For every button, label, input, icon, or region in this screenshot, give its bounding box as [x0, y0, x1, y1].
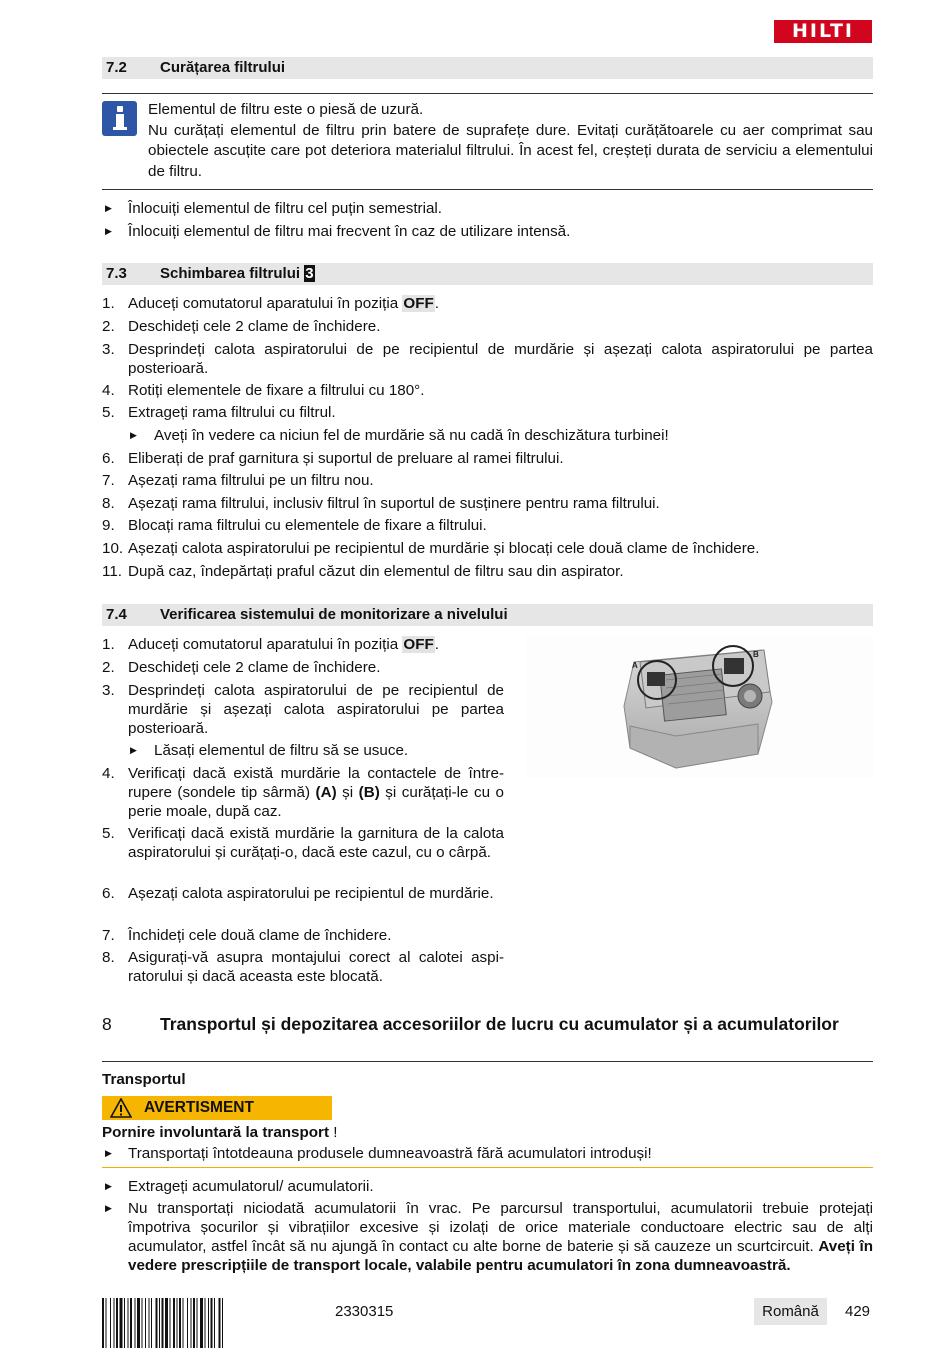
subheading: Transportul: [102, 1071, 186, 1088]
note-top-rule: [102, 93, 873, 94]
bullet-text-part: Nu transportați niciodată acumulatorii în vrac. Pe parcursul transportului, acumulatorii trebuie protejați împotriva șocurilor și vibrațiilor excesive și izolați de orice materiale conductoare electric sau de alți acumulator, astfel încât să nu ajungă în contact cu alte borne de baterie și să cauzeze un scurtcircuit.: [128, 1200, 873, 1255]
bullet-text: Transportați întotdeauna produsele dumneavoastră fără acumulatori introduși!: [128, 1145, 652, 1162]
step-text: Închideți cele două clame de închidere.: [128, 927, 392, 944]
step-number: 4.: [102, 382, 115, 399]
section-7-4-header: [102, 604, 873, 626]
step-text: Rotiți elementele de fixare a filtrului cu 180°.: [128, 382, 425, 399]
step-number: 6.: [102, 885, 115, 902]
step-number: 2.: [102, 659, 115, 676]
sub-note-text: Aveți în vedere ca niciun fel de murdărie să nu cadă în deschizătura turbinei!: [154, 427, 669, 444]
step-number: 1.: [102, 295, 115, 312]
chapter-title: Transportul și depozitarea accesoriilor de lucru cu acumulator și a acumulatorilor: [160, 1014, 839, 1034]
step-number: 1.: [102, 636, 115, 653]
step-text: Eliberați de praf garnitura și suportul de preluare al ramei filtrului.: [128, 450, 564, 467]
label-b: (B): [358, 784, 380, 801]
section-number: 7.4: [106, 606, 127, 623]
step-text: Așezați calota aspiratorului pe recipientul de murdărie.: [128, 885, 494, 902]
bullet-arrow-icon: ▶: [105, 226, 112, 236]
warning-rule: [102, 1167, 873, 1168]
warning-title-end: !: [333, 1124, 338, 1141]
step-text: După caz, îndepărtați praful căzut din elementul de filtru sau din aspirator.: [128, 563, 624, 580]
step-number: 5.: [102, 404, 115, 421]
step-text-part: și: [342, 784, 354, 801]
step-number: 8.: [102, 949, 115, 966]
bullet-text: Înlocuiți elementul de filtru cel puțin semestrial.: [128, 200, 443, 217]
label-a: (A): [315, 784, 337, 801]
warning-label: AVERTISMENT: [144, 1099, 254, 1116]
warning-title-bold: Pornire involuntară la transport: [102, 1124, 330, 1141]
section-number: 7.2: [106, 59, 127, 76]
step-number: 7.: [102, 472, 115, 489]
bullet-text: Extrageți acumulatorul/ acumulatorii.: [128, 1178, 374, 1195]
chapter-number: 8: [102, 1014, 112, 1034]
page-number: 429: [845, 1303, 871, 1320]
step-text: [128, 635, 504, 654]
figure-label-a: A: [632, 661, 638, 670]
barcode: [102, 1298, 312, 1348]
bullet-arrow-icon: ▶: [105, 1181, 112, 1191]
bullet-arrow-icon: ▶: [130, 745, 137, 755]
bullet-text: [128, 1199, 873, 1275]
bullet-arrow-icon: ▶: [130, 430, 137, 440]
off-label: OFF: [403, 295, 434, 312]
step-text: Blocați rama filtrului cu elementele de fixare a filtrului.: [128, 517, 487, 534]
step-number: 3.: [102, 682, 115, 699]
off-label: OFF: [403, 636, 434, 653]
step-number: 4.: [102, 765, 115, 782]
bullet-arrow-icon: ▶: [105, 203, 112, 213]
step-number: 3.: [102, 341, 115, 358]
step-number: 2.: [102, 318, 115, 335]
hilti-logo: HILTI: [774, 20, 872, 43]
sub-note-text: Lăsați elementul de filtru să se usuce.: [154, 742, 409, 759]
step-text: Extrageți rama filtrului cu filtrul.: [128, 404, 336, 421]
warning-banner: [102, 1096, 332, 1120]
section-7-3-header: [102, 263, 873, 285]
language-tab: Română: [754, 1298, 827, 1325]
step-number: 8.: [102, 495, 115, 512]
step-number: 5.: [102, 825, 115, 842]
section-number: 7.3: [106, 265, 127, 282]
step-text: Desprindeți calota aspiratorului de pe recipientul de murdărie și așezați calota aspiratorului pe partea posterioară.: [128, 341, 873, 377]
bullet-arrow-icon: ▶: [105, 1203, 112, 1213]
step-text: [128, 294, 873, 313]
step-number: 9.: [102, 517, 115, 534]
info-icon: [102, 101, 137, 136]
step-text-part: și curățați-le cu o perie moale, după caz.: [128, 784, 504, 820]
bullet-text: Înlocuiți elementul de filtru mai frecvent în caz de utilizare intensă.: [128, 223, 571, 240]
chapter-rule: [102, 1061, 873, 1062]
step-text-part: .: [434, 295, 440, 312]
figure-label-b: B: [753, 650, 759, 659]
step-number: 10.: [102, 540, 124, 557]
step-text-part: Aduceți comutatorul aparatului în poziția: [128, 636, 399, 653]
step-text: Asigurați-vă asupra montajului corect al calotei aspiratorului și dacă aceasta este blocată.: [128, 949, 504, 985]
step-text: Deschideți cele 2 clame de închidere.: [128, 318, 381, 335]
step-text: Așezați calota aspiratorului pe recipientul de murdărie și blocați cele două clame de închidere.: [128, 540, 760, 557]
step-text: Desprindeți calota aspiratorului de pe recipientul de murdărie și așezați calota aspiratorului pe partea posterioară.: [128, 682, 504, 737]
bullet-text-bold: Aveți în vedere prescripțiile de transport locale, valabile pentru acumulatori în zona dumneavoastră.: [128, 1238, 873, 1274]
section-7-2-header: [102, 57, 873, 79]
step-text: Așezați rama filtrului, inclusiv filtrul în suportul de susținere pentru rama filtrului.: [128, 495, 660, 512]
step-text-part: Verificați dacă există murdărie la contactele de întrerupere (sondele tip sârmă): [128, 765, 504, 801]
bullet-arrow-icon: ▶: [105, 1148, 112, 1158]
step-text: Așezați rama filtrului pe un filtru nou.: [128, 472, 374, 489]
warning-title: [102, 1123, 337, 1142]
section-title-text: Schimbarea filtrului: [160, 265, 301, 282]
step-number: 11.: [102, 563, 122, 580]
section-title: Verificarea sistemului de monitorizare a nivelului: [160, 606, 508, 623]
note-text: Elementul de filtru este o piesă de uzură. Nu curățați elementul de filtru prin batere de suprafețe dure. Evitați curățătoarele cu aer comprimat sau obiectele ascuțite care pot deteriora materialul filtrului. În acest fel, creșteți durata de serviciu a elementului de filtru.: [148, 101, 873, 180]
note-bottom-rule: [102, 189, 873, 190]
step-text-part: Aduceți comutatorul aparatului în poziția: [128, 295, 399, 312]
step-text-part: .: [434, 636, 440, 653]
step-number: 7.: [102, 927, 115, 944]
step-text: Deschideți cele 2 clame de închidere.: [128, 659, 381, 676]
figure-reference: 3: [305, 265, 314, 282]
vacuum-head-diagram: [526, 636, 873, 778]
warning-triangle-icon: [110, 1098, 132, 1118]
section-title: [160, 263, 315, 285]
step-number: 6.: [102, 450, 115, 467]
step-text: [128, 764, 504, 821]
document-number: 2330315: [335, 1303, 394, 1320]
step-text: Verificați dacă există murdărie la garnitura de la calota aspiratorului și curățați-o, dacă este cazul, cu o cârpă.: [128, 825, 504, 861]
section-title: Curățarea filtrului: [160, 59, 286, 76]
